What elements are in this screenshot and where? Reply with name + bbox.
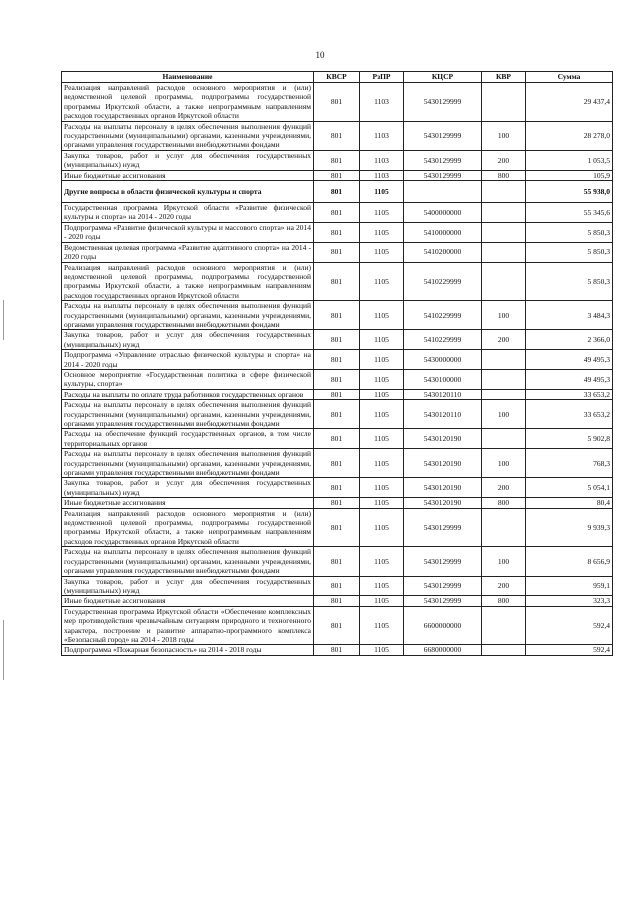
row-rzpr-cell: 1105 (360, 262, 404, 301)
row-kvr-cell: 200 (482, 576, 526, 596)
row-sum-cell: 8 656,9 (526, 547, 613, 576)
row-kcsr-cell: 5410229999 (404, 301, 482, 330)
table-row (62, 150, 613, 170)
table-row (62, 369, 613, 389)
table-row (62, 83, 613, 122)
row-kvsr-cell: 801 (314, 262, 360, 301)
row-kcsr-cell: 5430129999 (404, 576, 482, 596)
row-kvsr-cell: 801 (314, 498, 360, 508)
table-row (62, 498, 613, 508)
row-kcsr-cell: 5430000000 (404, 350, 482, 370)
row-sum-cell: 9 939,3 (526, 508, 613, 547)
table-row (62, 330, 613, 350)
row-kvr-cell (482, 508, 526, 547)
row-kvsr-cell: 801 (314, 596, 360, 606)
row-kcsr-cell: 5430129999 (404, 83, 482, 122)
row-name-cell: Государственная программа Иркутской области «Обеспечение комплексных мер противодействия чрезвычайным ситуациям природного и техногенного характера, построение и развитие аппаратно-программного комплекса «Безопасный город» на 2014 - 2018 годы (62, 606, 314, 645)
row-name-cell: Ведомственная целевая программа «Развитие адаптивного спорта» на 2014 - 2020 годы (62, 242, 314, 262)
row-name-cell: Расходы на выплаты по оплате труда работников государственных органов (62, 389, 314, 399)
row-kvr-cell (482, 83, 526, 122)
table-row (62, 301, 613, 330)
scan-margin-mark (3, 620, 4, 680)
row-rzpr-cell: 1105 (360, 576, 404, 596)
row-kvsr-cell: 801 (314, 121, 360, 150)
row-sum-cell: 55 345,6 (526, 203, 613, 223)
table-row (62, 181, 613, 203)
row-name-cell: Расходы на выплаты персоналу в целях обеспечения выполнения функций государственными (муниципальными) органами, казенными учреждениями, органами управления государственными внебюджетными фондами (62, 547, 314, 576)
row-rzpr-cell: 1105 (360, 222, 404, 242)
row-kcsr-cell: 5430129999 (404, 547, 482, 576)
row-name-cell: Государственная программа Иркутской области «Развитие физической культуры и спорта» на 2014 - 2020 годы (62, 203, 314, 223)
row-kvsr-cell: 801 (314, 203, 360, 223)
row-sum-cell: 2 366,0 (526, 330, 613, 350)
row-name-cell: Закупка товаров, работ и услуг для обеспечения государственных (муниципальных) нужд (62, 478, 314, 498)
row-sum-cell: 1 053,5 (526, 150, 613, 170)
row-rzpr-cell: 1105 (360, 330, 404, 350)
row-kvsr-cell: 801 (314, 645, 360, 655)
row-kvsr-cell: 801 (314, 508, 360, 547)
row-kvsr-cell: 801 (314, 429, 360, 449)
col-header-name: Наименование (62, 72, 314, 83)
row-kcsr-cell: 5410200000 (404, 242, 482, 262)
row-rzpr-cell: 1105 (360, 242, 404, 262)
row-rzpr-cell: 1105 (360, 350, 404, 370)
row-sum-cell: 80,4 (526, 498, 613, 508)
row-sum-cell: 959,1 (526, 576, 613, 596)
row-rzpr-cell: 1105 (360, 449, 404, 478)
row-kcsr-cell: 5430129999 (404, 170, 482, 180)
row-kvsr-cell: 801 (314, 478, 360, 498)
row-rzpr-cell: 1103 (360, 121, 404, 150)
row-name-cell: Закупка товаров, работ и услуг для обеспечения государственных (муниципальных) нужд (62, 576, 314, 596)
row-kvr-cell (482, 429, 526, 449)
table-row (62, 645, 613, 655)
row-kcsr-cell: 5430120190 (404, 429, 482, 449)
row-kcsr-cell: 5410229999 (404, 330, 482, 350)
row-kcsr-cell: 6680000000 (404, 645, 482, 655)
row-rzpr-cell: 1103 (360, 170, 404, 180)
row-kvsr-cell: 801 (314, 350, 360, 370)
row-rzpr-cell: 1105 (360, 203, 404, 223)
row-sum-cell: 49 495,3 (526, 350, 613, 370)
row-sum-cell: 5 054,1 (526, 478, 613, 498)
row-name-cell: Реализация направлений расходов основного мероприятия и (или) ведомственной целевой программы, подпрограммы государственной программы Иркутской области, а также непрограммным направлениям расходов государственных органов Иркутской области (62, 262, 314, 301)
row-kcsr-cell: 5430129999 (404, 150, 482, 170)
row-kcsr-cell: 5410229999 (404, 262, 482, 301)
row-kcsr-cell: 5400000000 (404, 203, 482, 223)
row-name-cell: Расходы на выплаты персоналу в целях обеспечения выполнения функций государственными (муниципальными) органами, казенными учреждениями, органами управления государственными внебюджетными фондами (62, 449, 314, 478)
row-sum-cell: 323,3 (526, 596, 613, 606)
row-kvr-cell: 100 (482, 449, 526, 478)
row-sum-cell: 5 902,8 (526, 429, 613, 449)
row-kvr-cell: 100 (482, 301, 526, 330)
row-sum-cell: 5 850,3 (526, 242, 613, 262)
budget-table (61, 71, 613, 656)
row-rzpr-cell: 1103 (360, 83, 404, 122)
row-kvr-cell (482, 222, 526, 242)
row-kvr-cell: 800 (482, 170, 526, 180)
row-kvsr-cell: 801 (314, 389, 360, 399)
row-kcsr-cell: 5430129999 (404, 121, 482, 150)
row-kcsr-cell: 5410000000 (404, 222, 482, 242)
row-kvr-cell (482, 369, 526, 389)
table-row (62, 478, 613, 498)
row-kvsr-cell: 801 (314, 242, 360, 262)
row-sum-cell: 5 850,3 (526, 222, 613, 242)
row-name-cell: Иные бюджетные ассигнования (62, 170, 314, 180)
row-kvr-cell: 200 (482, 330, 526, 350)
table-body (62, 83, 613, 656)
table-row (62, 170, 613, 180)
row-kvsr-cell: 801 (314, 330, 360, 350)
row-name-cell: Подпрограмма «Управление отраслью физической культуры и спорта» на 2014 - 2020 годы (62, 350, 314, 370)
row-sum-cell: 592,4 (526, 645, 613, 655)
col-header-kvsr: КВСР (314, 72, 360, 83)
row-sum-cell: 5 850,3 (526, 262, 613, 301)
row-rzpr-cell: 1105 (360, 547, 404, 576)
row-rzpr-cell: 1105 (360, 645, 404, 655)
row-kvsr-cell: 801 (314, 181, 360, 203)
row-sum-cell: 3 484,3 (526, 301, 613, 330)
row-kcsr-cell: 5430129999 (404, 596, 482, 606)
col-header-kcsr: КЦСР (404, 72, 482, 83)
table-row (62, 222, 613, 242)
row-rzpr-cell: 1105 (360, 301, 404, 330)
row-kvr-cell: 100 (482, 547, 526, 576)
row-kvr-cell (482, 645, 526, 655)
row-name-cell: Подпрограмма «Пожарная безопасность» на 2014 - 2018 годы (62, 645, 314, 655)
row-kvr-cell: 800 (482, 498, 526, 508)
row-kvr-cell: 100 (482, 121, 526, 150)
page-number: 10 (315, 50, 325, 60)
row-kcsr-cell: 5430120110 (404, 389, 482, 399)
row-kvsr-cell: 801 (314, 150, 360, 170)
row-sum-cell: 105,9 (526, 170, 613, 180)
row-sum-cell: 49 495,3 (526, 369, 613, 389)
row-name-cell: Другие вопросы в области физической культуры и спорта (62, 181, 314, 203)
row-kcsr-cell: 5430120190 (404, 498, 482, 508)
row-kcsr-cell: 5430129999 (404, 508, 482, 547)
table-row (62, 576, 613, 596)
row-kvr-cell: 800 (482, 596, 526, 606)
row-rzpr-cell: 1105 (360, 389, 404, 399)
table-row (62, 389, 613, 399)
col-header-rzpr: РзПР (360, 72, 404, 83)
row-kvr-cell (482, 350, 526, 370)
row-sum-cell: 55 938,0 (526, 181, 613, 203)
row-kvr-cell: 200 (482, 150, 526, 170)
row-name-cell: Закупка товаров, работ и услуг для обеспечения государственных (муниципальных) нужд (62, 330, 314, 350)
row-kvr-cell (482, 389, 526, 399)
row-sum-cell: 33 653,2 (526, 389, 613, 399)
row-rzpr-cell: 1105 (360, 400, 404, 429)
row-kvsr-cell: 801 (314, 222, 360, 242)
row-kvsr-cell: 801 (314, 576, 360, 596)
row-kvr-cell (482, 606, 526, 645)
row-kvsr-cell: 801 (314, 301, 360, 330)
row-sum-cell: 592,4 (526, 606, 613, 645)
row-name-cell: Расходы на выплаты персоналу в целях обеспечения выполнения функций государственными (муниципальными) органами, казенными учреждениями, органами управления государственными внебюджетными фондами (62, 301, 314, 330)
row-sum-cell: 768,3 (526, 449, 613, 478)
row-name-cell: Основное мероприятие «Государственная политика в сфере физической культуры, спорта» (62, 369, 314, 389)
table-row (62, 242, 613, 262)
table-row (62, 121, 613, 150)
row-sum-cell: 33 653,2 (526, 400, 613, 429)
row-rzpr-cell: 1105 (360, 498, 404, 508)
scan-margin-mark (3, 300, 4, 340)
table-row (62, 596, 613, 606)
row-rzpr-cell: 1105 (360, 508, 404, 547)
row-name-cell: Расходы на обеспечение функций государственных органов, в том числе территориальных органов (62, 429, 314, 449)
table-row (62, 508, 613, 547)
row-kvsr-cell: 801 (314, 547, 360, 576)
row-name-cell: Иные бюджетные ассигнования (62, 596, 314, 606)
table-row (62, 262, 613, 301)
table-row (62, 547, 613, 576)
row-kcsr-cell: 5430100000 (404, 369, 482, 389)
row-kvr-cell (482, 203, 526, 223)
row-name-cell: Подпрограмма «Развитие физической культуры и массового спорта» на 2014 - 2020 годы (62, 222, 314, 242)
row-kvr-cell: 200 (482, 478, 526, 498)
row-name-cell: Закупка товаров, работ и услуг для обеспечения государственных (муниципальных) нужд (62, 150, 314, 170)
row-rzpr-cell: 1105 (360, 181, 404, 203)
row-rzpr-cell: 1105 (360, 429, 404, 449)
table-row (62, 203, 613, 223)
row-kvr-cell: 100 (482, 400, 526, 429)
table-header-row (62, 72, 613, 83)
row-name-cell: Иные бюджетные ассигнования (62, 498, 314, 508)
row-rzpr-cell: 1105 (360, 606, 404, 645)
row-rzpr-cell: 1105 (360, 596, 404, 606)
col-header-sum: Сумма (526, 72, 613, 83)
row-kvsr-cell: 801 (314, 369, 360, 389)
row-kvsr-cell: 801 (314, 606, 360, 645)
row-kcsr-cell: 5430120190 (404, 478, 482, 498)
row-name-cell: Расходы на выплаты персоналу в целях обеспечения выполнения функций государственными (муниципальными) органами, казенными учреждениями, органами управления государственными внебюджетными фондами (62, 400, 314, 429)
row-kvr-cell (482, 181, 526, 203)
row-kcsr-cell: 5430120110 (404, 400, 482, 429)
row-kvsr-cell: 801 (314, 449, 360, 478)
table-row (62, 449, 613, 478)
row-rzpr-cell: 1105 (360, 369, 404, 389)
row-name-cell: Расходы на выплаты персоналу в целях обеспечения выполнения функций государственными (муниципальными) органами, казенными учреждениями, органами управления государственными внебюджетными фондами (62, 121, 314, 150)
row-name-cell: Реализация направлений расходов основного мероприятия и (или) ведомственной целевой программы, подпрограммы государственной программы Иркутской области, а также непрограммным направлениям расходов государственных органов Иркутской области (62, 508, 314, 547)
row-name-cell: Реализация направлений расходов основного мероприятия и (или) ведомственной целевой программы, подпрограммы государственной программы Иркутской области, а также непрограммным направлениям расходов государственных органов Иркутской области (62, 83, 314, 122)
row-kvr-cell (482, 262, 526, 301)
row-rzpr-cell: 1103 (360, 150, 404, 170)
row-kcsr-cell: 5430120190 (404, 449, 482, 478)
table-row (62, 400, 613, 429)
row-kcsr-cell: 6600000000 (404, 606, 482, 645)
row-rzpr-cell: 1105 (360, 478, 404, 498)
row-kcsr-cell (404, 181, 482, 203)
col-header-kvr: КВР (482, 72, 526, 83)
row-sum-cell: 28 278,0 (526, 121, 613, 150)
row-sum-cell: 29 437,4 (526, 83, 613, 122)
table-row (62, 429, 613, 449)
table-row (62, 350, 613, 370)
row-kvr-cell (482, 242, 526, 262)
row-kvsr-cell: 801 (314, 400, 360, 429)
table-row (62, 606, 613, 645)
row-kvsr-cell: 801 (314, 170, 360, 180)
row-kvsr-cell: 801 (314, 83, 360, 122)
